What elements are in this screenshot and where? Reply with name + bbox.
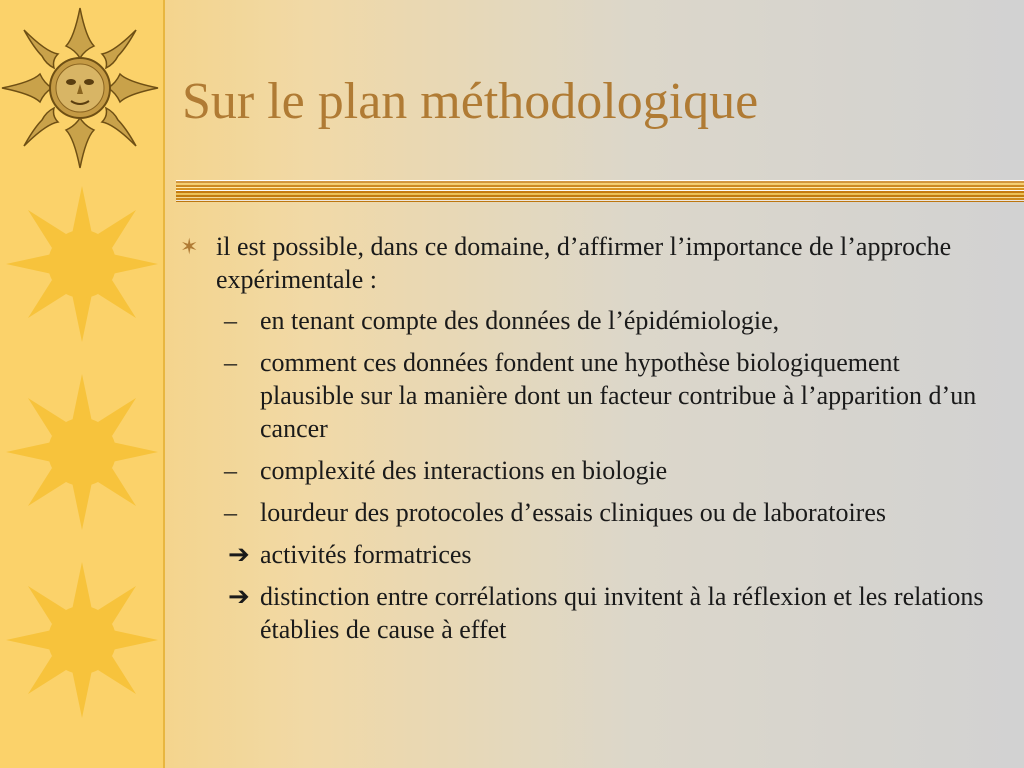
sun-icon	[4, 184, 160, 344]
sub-item-text: comment ces données fondent une hypothèse biologiquement plausible sur la manière dont un facteur contribue à l’apparition d’un cancer	[260, 348, 977, 443]
sub-item	[180, 346, 1000, 445]
title-divider-shade	[176, 180, 1024, 202]
star-bullet-icon: ✶	[180, 234, 199, 259]
sun-icon	[4, 372, 160, 532]
slide-title: Sur le plan méthodologique	[182, 73, 759, 130]
dash-marker: –	[224, 348, 237, 377]
sub-item-text: lourdeur des protocoles d’essais cliniques ou de laboratoires	[260, 498, 886, 527]
arrow-right-icon: ➔	[228, 582, 250, 611]
arrow-item	[180, 580, 1000, 646]
dash-marker: –	[224, 498, 237, 527]
arrow-right-icon: ➔	[228, 540, 250, 569]
bullet-text: il est possible, dans ce domaine, d’affirmer l’importance de l’approche expérimentale :	[216, 232, 952, 294]
dash-marker: –	[224, 306, 237, 335]
sub-item	[180, 496, 1000, 529]
arrow-item	[180, 538, 1000, 571]
sub-item	[180, 454, 1000, 487]
bullet-item	[180, 230, 1000, 296]
slide-content	[180, 230, 1000, 655]
sub-item	[180, 304, 1000, 337]
arrow-item-text: activités formatrices	[260, 540, 472, 569]
gold-face-sun-icon	[0, 4, 160, 172]
sub-item-text: complexité des interactions en biologie	[260, 456, 668, 485]
sub-item-text: en tenant compte des données de l’épidémiologie,	[260, 306, 780, 335]
sun-icon	[4, 560, 160, 720]
dash-marker: –	[224, 456, 237, 485]
arrow-item-text: distinction entre corrélations qui invitent à la réflexion et les relations établies de cause à effet	[260, 582, 984, 644]
